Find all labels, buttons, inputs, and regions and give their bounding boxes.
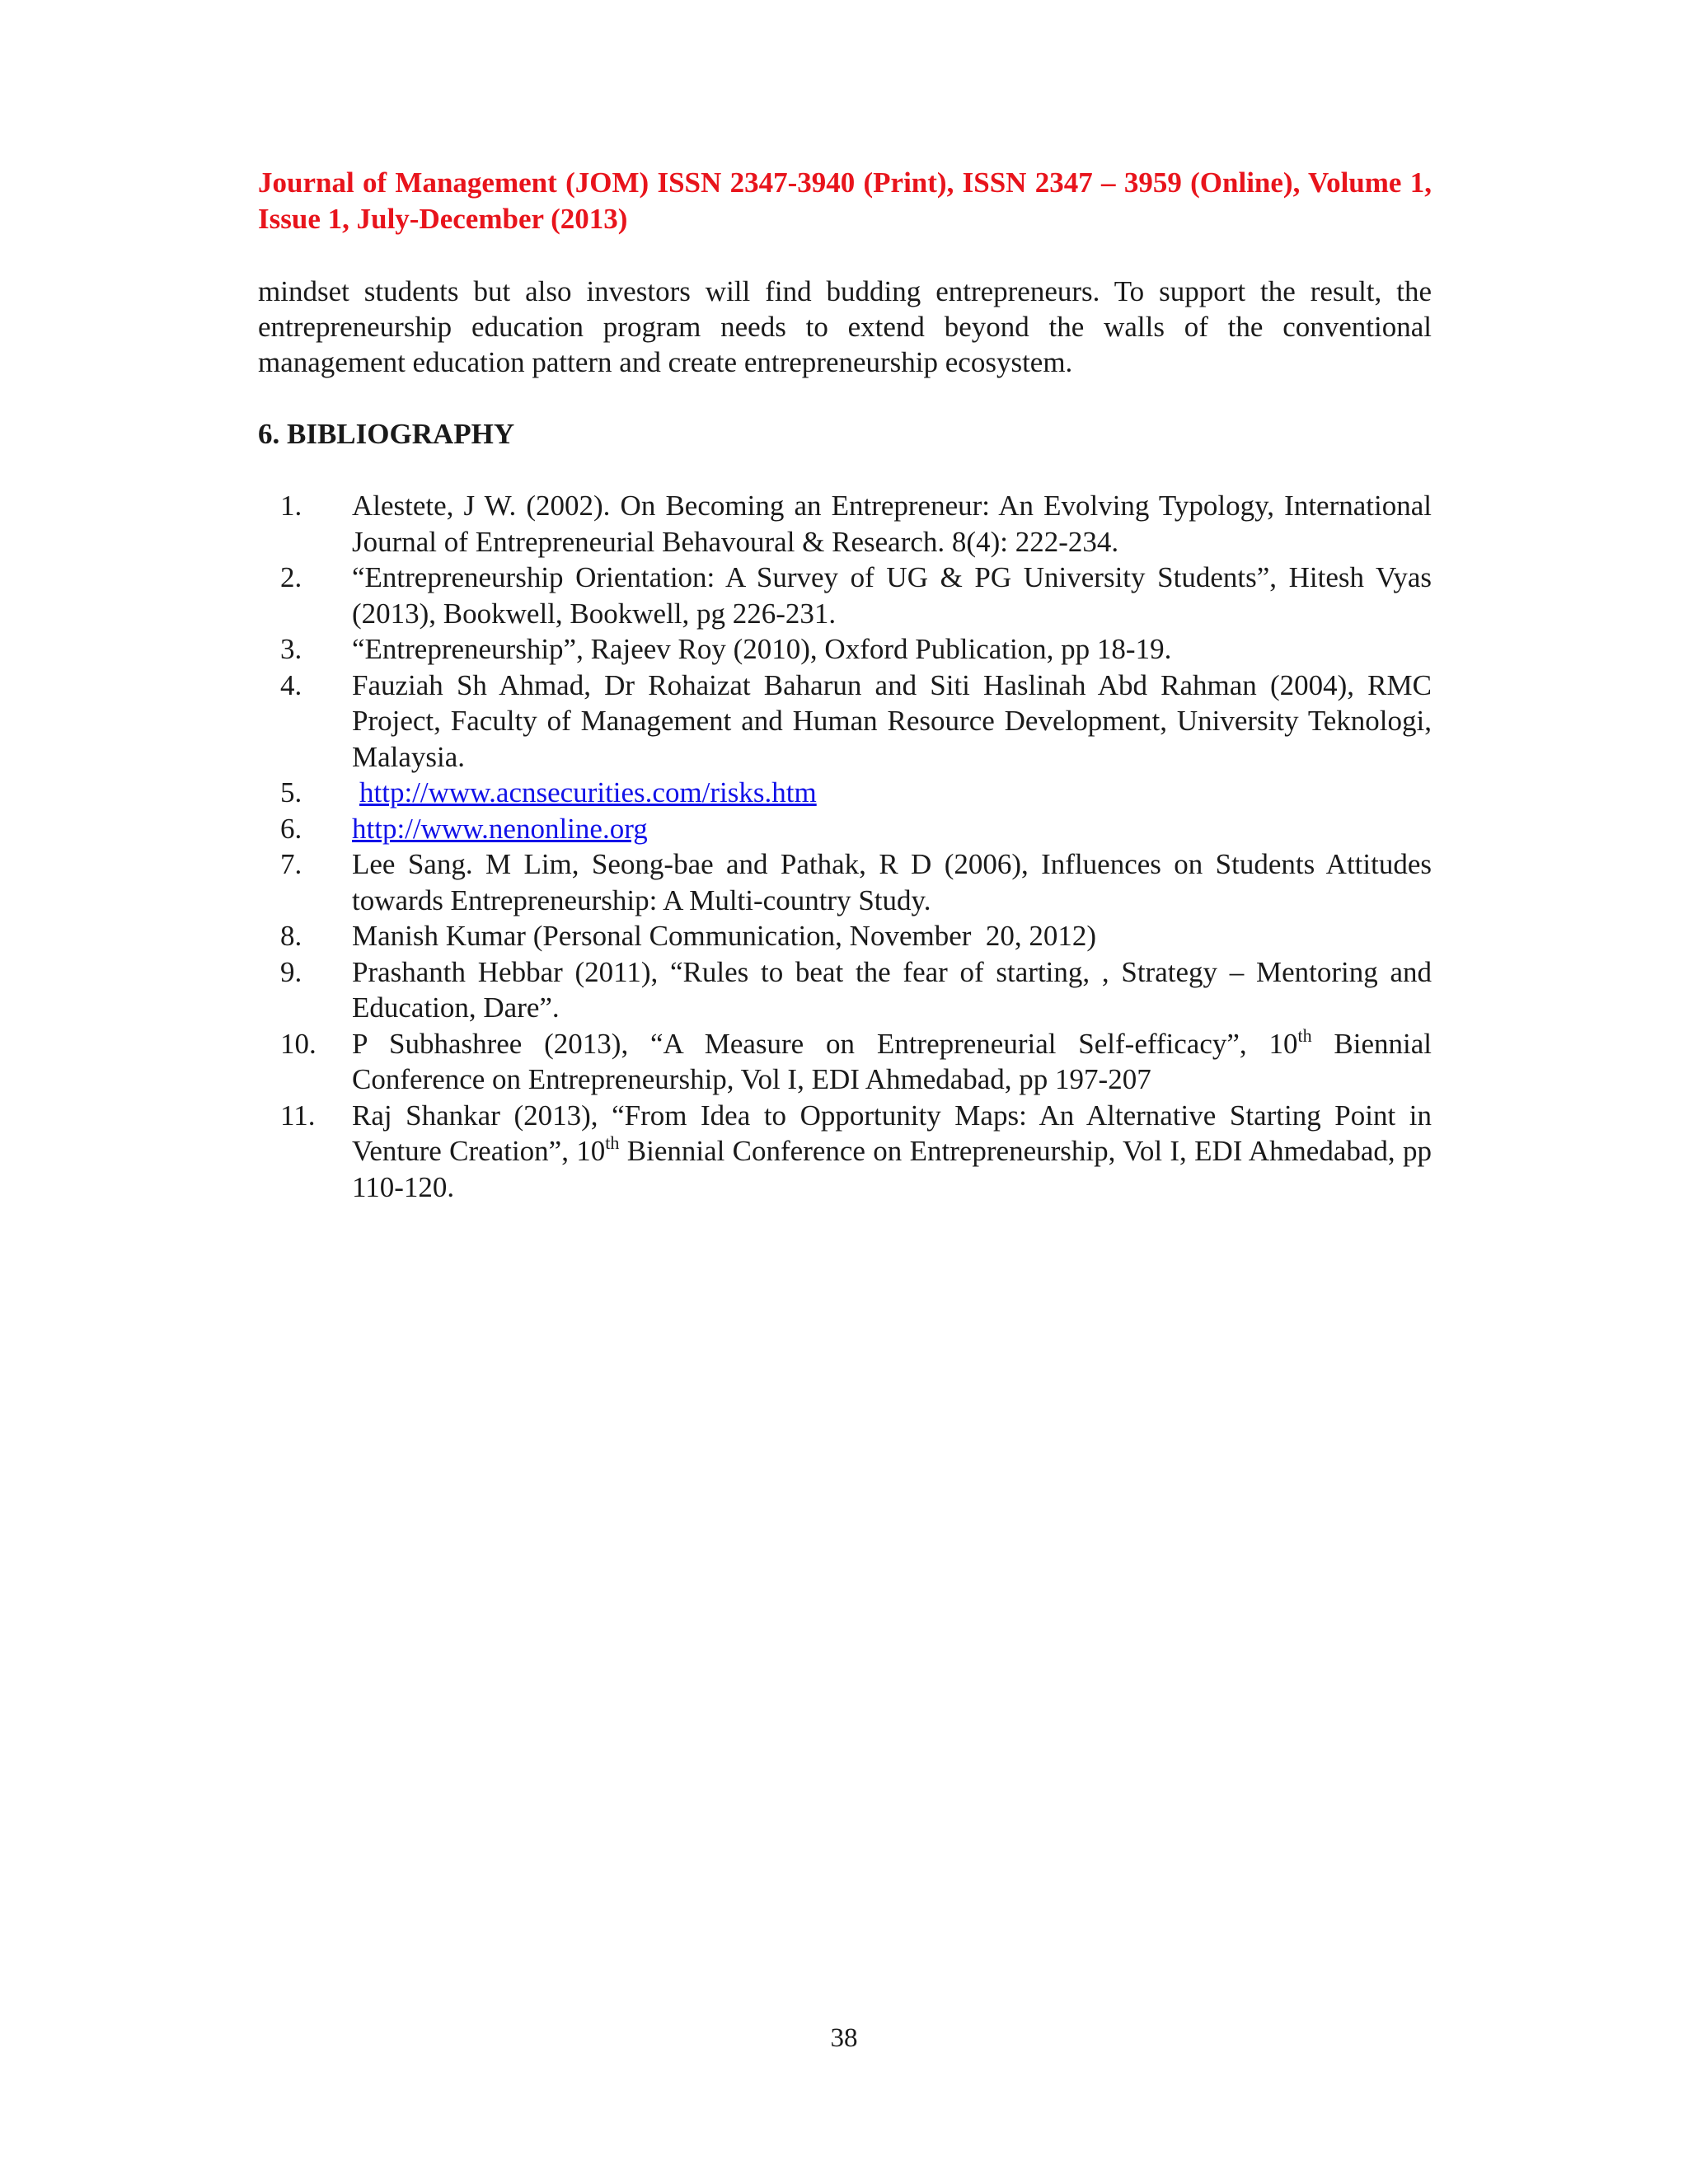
entry-number: 10. bbox=[280, 1027, 316, 1060]
entry-text-before: P Subhashree (2013), “A Measure on Entrepreneurial Self-efficacy”, 10 bbox=[352, 1027, 1298, 1060]
ordinal-superscript: th bbox=[1297, 1024, 1312, 1046]
entry-number: 8. bbox=[280, 920, 302, 952]
entry-text: Prashanth Hebbar (2011), “Rules to beat the fear of starting, , Strategy – Mentoring and Education, Dare”. bbox=[352, 955, 1432, 1024]
entry-text bbox=[352, 1026, 1432, 1098]
entry-number: 1. bbox=[280, 490, 302, 522]
bibliography-entry-4 bbox=[258, 668, 1432, 776]
bibliography-entry-6 bbox=[258, 811, 1432, 847]
journal-header: Journal of Management (JOM) ISSN 2347-3940 (Print), ISSN 2347 – 3959 (Online), Volume 1, Issue 1, July-December (2013) bbox=[258, 166, 1432, 235]
page-number: 38 bbox=[830, 2023, 858, 2053]
entry-text bbox=[352, 1098, 1432, 1206]
bibliography-entry-8 bbox=[258, 918, 1432, 954]
section-heading-bibliography: 6. BIBLIOGRAPHY bbox=[258, 418, 515, 450]
entry-number: 3. bbox=[280, 633, 302, 665]
entry-text: Fauziah Sh Ahmad, Dr Rohaizat Baharun and Siti Haslinah Abd Rahman (2004), RMC Project, Faculty of Management and Human Resource Development, University Teknologi, Malaysia. bbox=[352, 668, 1432, 773]
ordinal-superscript: th bbox=[605, 1132, 620, 1153]
acnsecurities-link[interactable]: http://www.acnsecurities.com/risks.htm bbox=[359, 776, 817, 808]
entry-text: Alestete, J W. (2002). On Becoming an Entrepreneur: An Evolving Typology, International Journal of Entrepreneurial Behavoural & Research. 8(4): 222-234. bbox=[352, 490, 1432, 558]
bibliography-entry-7 bbox=[258, 846, 1432, 918]
bibliography-entry-2 bbox=[258, 560, 1432, 631]
bibliography-list bbox=[258, 488, 1432, 1205]
bibliography-entry-5 bbox=[258, 775, 1432, 811]
entry-number: 6. bbox=[280, 812, 302, 845]
entry-text bbox=[352, 775, 1432, 811]
bibliography-entry-10 bbox=[258, 1026, 1432, 1098]
entry-number: 5. bbox=[280, 776, 302, 808]
entry-text-after: Biennial Conference on Entrepreneurship, Vol I, EDI Ahmedabad, pp 110-120. bbox=[352, 1135, 1432, 1203]
entry-text: “Entrepreneurship Orientation: A Survey of UG & PG University Students”, Hitesh Vyas (2013), Bookwell, Bookwell, pg 226-231. bbox=[352, 561, 1432, 630]
entry-number: 9. bbox=[280, 955, 302, 988]
entry-text: Lee Sang. M Lim, Seong-bae and Pathak, R D (2006), Influences on Students Attitudes towards Entrepreneurship: A Multi-country Study. bbox=[352, 848, 1432, 916]
bibliography-entry-1 bbox=[258, 488, 1432, 560]
entry-text: Manish Kumar (Personal Communication, November 20, 2012) bbox=[352, 920, 1097, 952]
bibliography-entry-9 bbox=[258, 954, 1432, 1026]
bibliography-entry-3 bbox=[258, 631, 1432, 668]
entry-number: 4. bbox=[280, 668, 302, 701]
entry-text: “Entrepreneurship”, Rajeev Roy (2010), Oxford Publication, pp 18-19. bbox=[352, 633, 1172, 665]
bibliography-entry-11 bbox=[258, 1098, 1432, 1206]
entry-number: 7. bbox=[280, 848, 302, 880]
entry-text-after: Biennial Conference on Entrepreneurship, Vol I, EDI Ahmedabad, pp 197-207 bbox=[352, 1027, 1432, 1095]
intro-paragraph: mindset students but also investors will find budding entrepreneurs. To support the result, the entrepreneurship education program needs to extend beyond the walls of the conventional management education pattern and create entrepreneurship ecosystem. bbox=[258, 275, 1432, 378]
nenonline-link[interactable]: http://www.nenonline.org bbox=[352, 812, 648, 845]
entry-number: 2. bbox=[280, 561, 302, 593]
entry-text-before: Raj Shankar (2013), “From Idea to Opportunity Maps: An Alternative Starting Point in Venture Creation”, 10 bbox=[352, 1099, 1432, 1167]
entry-text bbox=[352, 811, 1432, 847]
entry-number: 11. bbox=[280, 1099, 316, 1132]
